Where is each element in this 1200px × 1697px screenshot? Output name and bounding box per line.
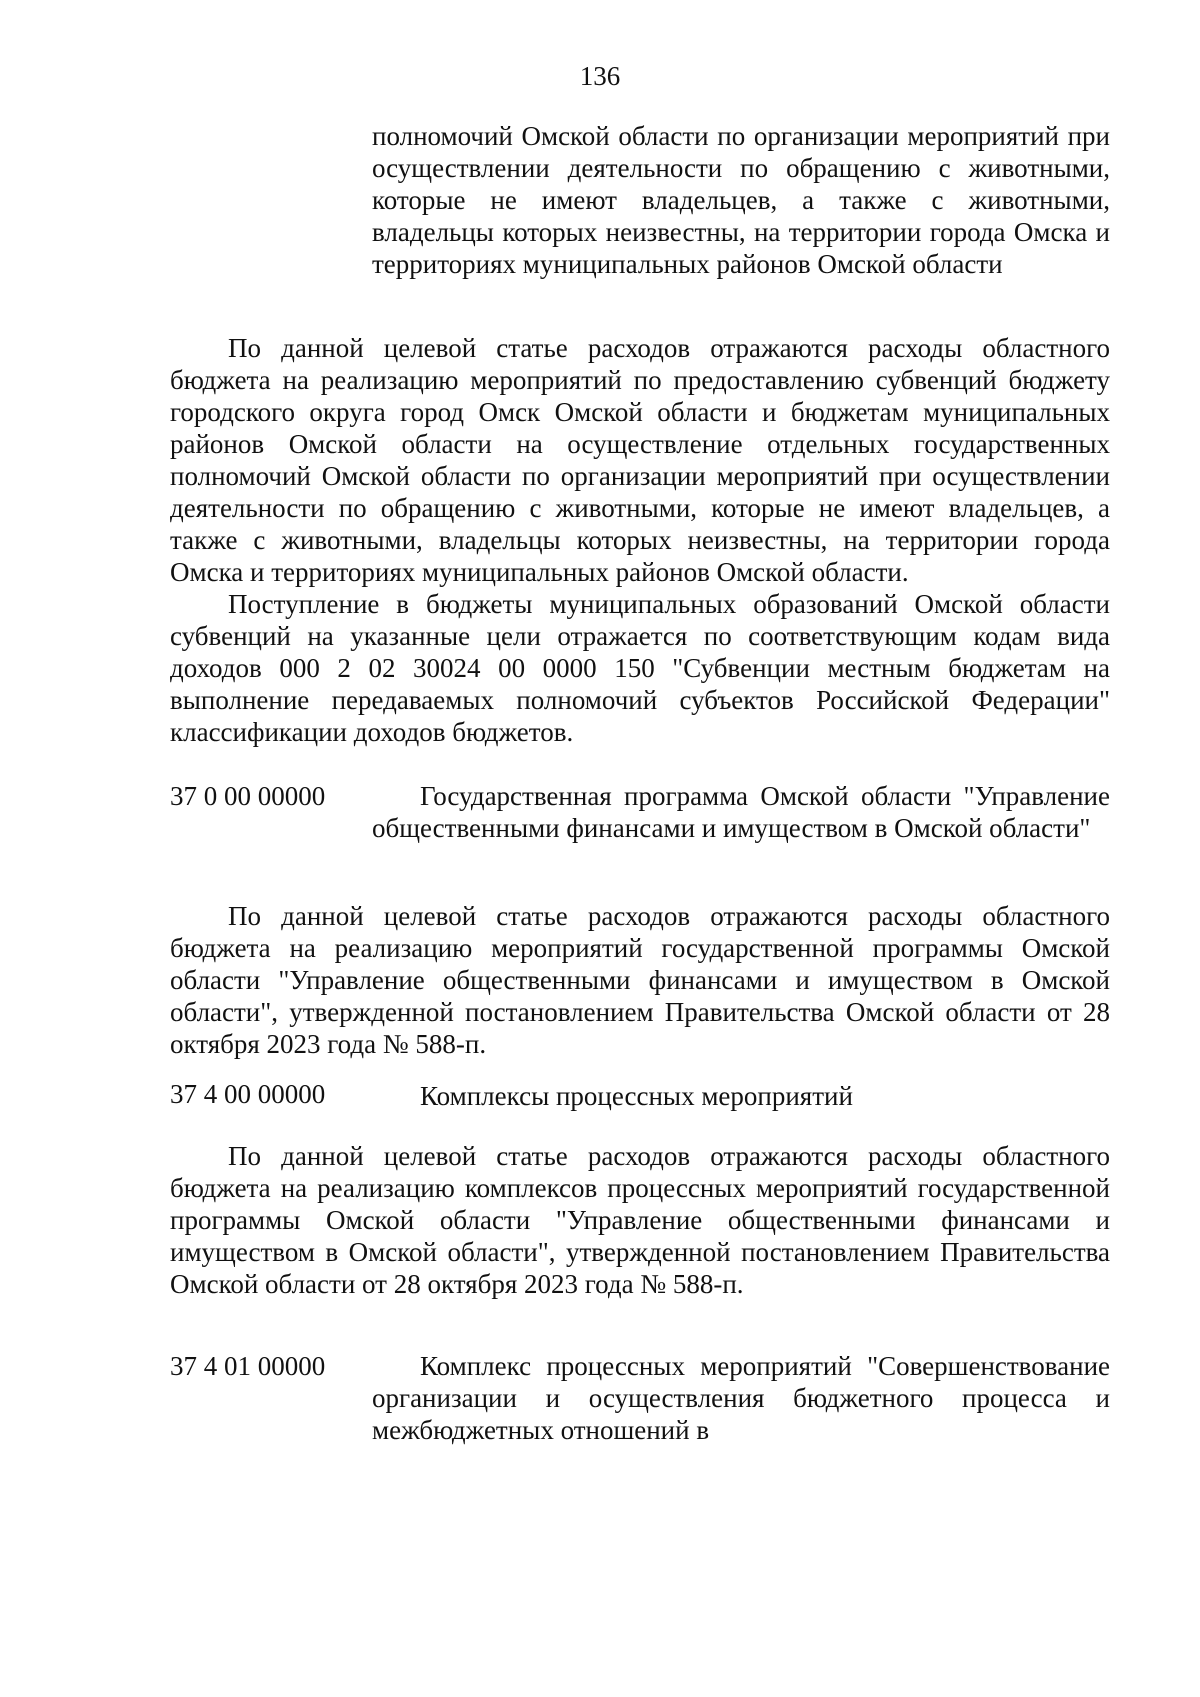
paragraph-complex-description: По данной целевой статье расходов отражаются расходы областного бюджета на реализацию комплексов процессных мероприятий государственной программы Омской области "Управление общественными финансами и имуществом в Омской области", утвержденной постановлением Правительства Омской области от 28 октября 2023 года № 588-п. <box>170 1141 1110 1299</box>
page-number: 136 <box>579 61 621 91</box>
classification-code: 37 0 00 00000 <box>170 781 326 811</box>
classification-code: 37 4 01 00000 <box>170 1351 326 1381</box>
continuation-text: полномочий Омской области по организации мероприятий при осуществлении деятельности по обращению с животными, которые не имеют владельцев, а также с животными, владельцы которых неизвестны, на территории города Омска и территориях муниципальных районов Омской области <box>372 121 1110 279</box>
classification-code: 37 4 00 00000 <box>170 1079 326 1109</box>
entry-description <box>170 900 1110 1060</box>
classification-title: Комплекс процессных мероприятий "Совершенствование организации и осуществления бюджетного процесса и межбюджетных отношений в <box>372 1351 1110 1445</box>
classification-title: Государственная программа Омской области "Управление общественными финансами и имуществом в Омской области" <box>372 781 1110 843</box>
paragraph-subvention-income: Поступление в бюджеты муниципальных образований Омской области субвенций на указанные цели отражается по соответствующим кодам вида доходов 000 2 02 30024 00 0000 150 "Субвенции местным бюджетам на выполнение передаваемых полномочий субъектов Российской Федерации" классификации доходов бюджетов. <box>170 589 1110 747</box>
entry-description <box>170 1140 1110 1300</box>
paragraph-program-description: По данной целевой статье расходов отражаются расходы областного бюджета на реализацию мероприятий государственной программы Омской области "Управление общественными финансами и имуществом в Омской области", утвержденной постановлением Правительства Омской области от 28 октября 2023 года № 588-п. <box>170 901 1110 1059</box>
section-description <box>170 332 1110 748</box>
paragraph-expense-description: По данной целевой статье расходов отражаются расходы областного бюджета на реализацию мероприятий по предоставлению субвенций бюджету городского округа город Омск Омской области и бюджетам муниципальных районов Омской области на осуществление отдельных государственных полномочий Омской области по организации мероприятий при осуществлении деятельности по обращению с животными, которые не имеют владельцев, а также с животными, владельцы которых неизвестны, на территории города Омска и территориях муниципальных районов Омской области. <box>170 333 1110 587</box>
classification-title: Комплексы процессных мероприятий <box>420 1081 853 1111</box>
